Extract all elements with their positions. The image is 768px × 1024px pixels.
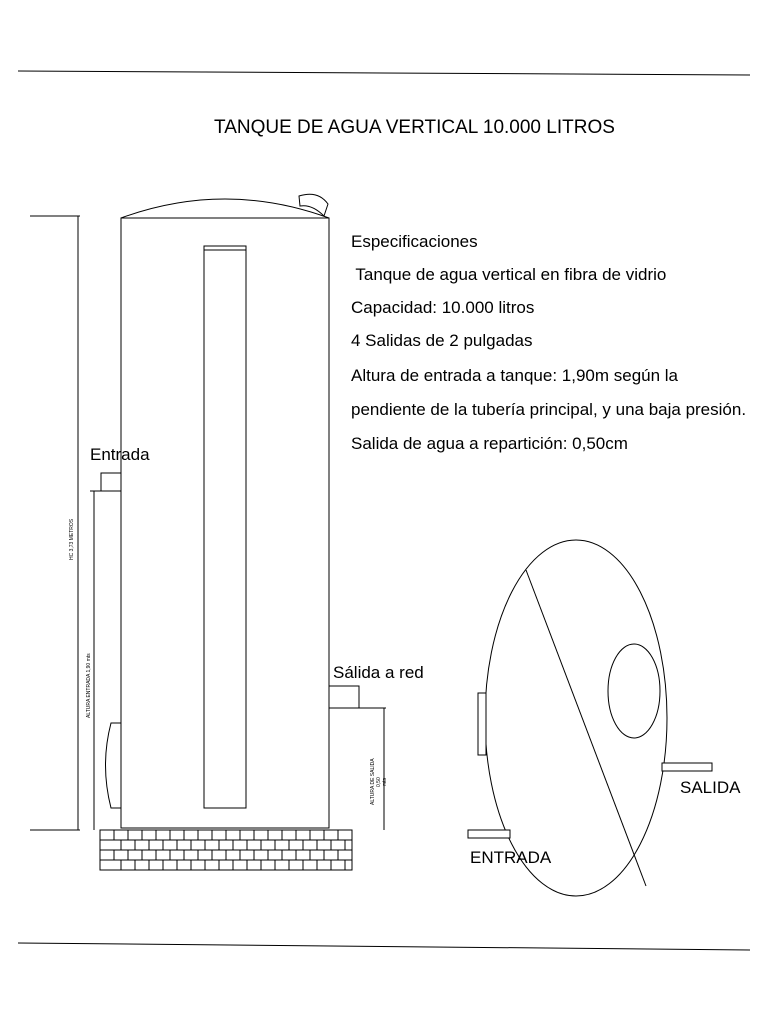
spec-line: pendiente de la tubería principal, y una baja presión. xyxy=(351,400,747,419)
outlet-pipe xyxy=(329,686,359,708)
inlet-height-dimension xyxy=(86,491,101,830)
inlet-pipe xyxy=(101,473,121,491)
outlet-height-dimension xyxy=(359,708,388,830)
level-window xyxy=(204,246,246,808)
plan-outline xyxy=(485,540,667,896)
plan-inlet-pipe xyxy=(468,830,510,838)
spec-line: Altura de entrada a tanque: 1,90m según la xyxy=(351,366,679,385)
total-height-label: HC 3,73 METROS xyxy=(69,518,75,560)
plan-manhole xyxy=(608,644,660,738)
outlet-height-label-3: mts xyxy=(382,777,388,786)
tank-plan xyxy=(468,540,712,896)
inlet-label: Entrada xyxy=(90,445,150,464)
specs-heading: Especificaciones xyxy=(351,232,478,251)
inlet-height-label: ALTURA ENTRADA 1,90 mts xyxy=(86,653,92,718)
brick-base xyxy=(100,830,352,870)
outlet-height-label-1: ALTURA DE SALIDA xyxy=(370,758,376,805)
plan-inlet-label: ENTRADA xyxy=(470,848,552,867)
total-height-dimension xyxy=(30,216,80,830)
plan-outlet-label: SALIDA xyxy=(680,778,741,797)
plan-side-flange xyxy=(478,693,486,755)
tank-elevation xyxy=(100,194,359,870)
spec-line: 4 Salidas de 2 pulgadas xyxy=(351,331,533,350)
tank-dome xyxy=(121,199,329,218)
spec-line: Capacidad: 10.000 litros xyxy=(351,298,535,317)
plan-outlet-pipe xyxy=(662,763,712,771)
specifications xyxy=(351,232,746,453)
bottom-rule xyxy=(18,943,750,950)
spec-line: Tanque de agua vertical en fibra de vidrio xyxy=(351,265,667,284)
outlet-height-label-2: 0,50 xyxy=(376,777,382,787)
outlet-label: Sálida a red xyxy=(333,663,424,682)
plan-diagonal xyxy=(526,570,646,886)
spec-line: Salida de agua a repartición: 0,50cm xyxy=(351,434,628,453)
tank-body xyxy=(121,218,329,828)
page-title: TANQUE DE AGUA VERTICAL 10.000 LITROS xyxy=(214,117,615,138)
top-rule xyxy=(18,71,750,75)
side-manhole xyxy=(106,723,122,808)
